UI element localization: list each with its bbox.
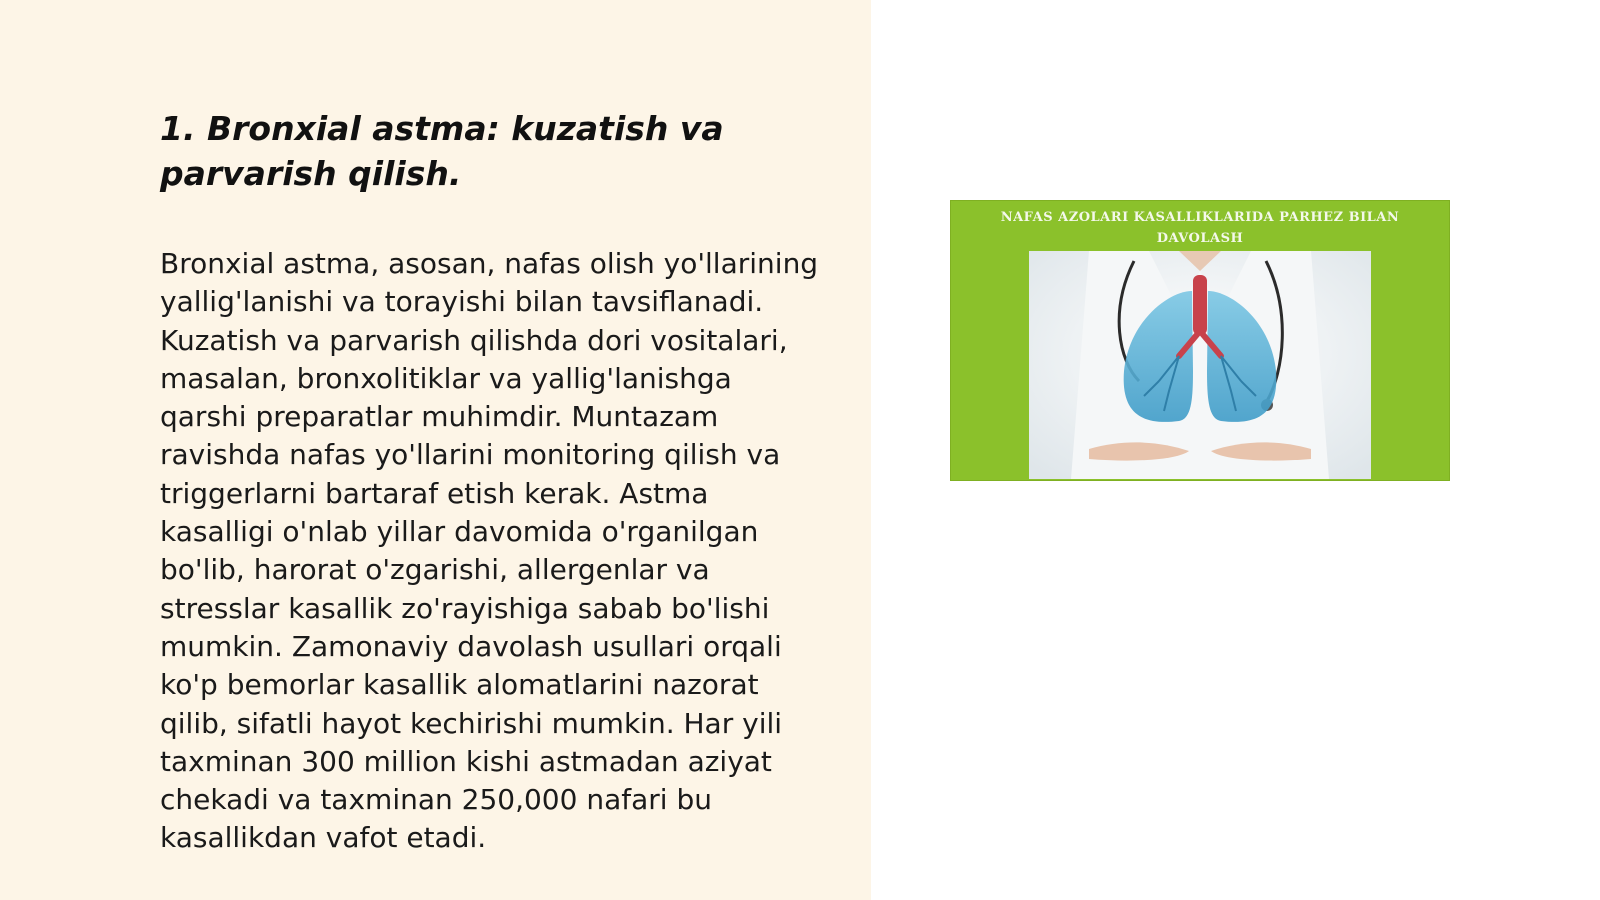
lungs-illustration (950, 200, 1450, 481)
doctor-holding-lungs-photo (1029, 251, 1371, 479)
slide-title: 1. Bronxial astma: kuzatish va parvarish qilish. (160, 109, 724, 193)
slide-body-text: Bronxial astma, asosan, nafas olish yo'llarining yallig'lanishi va torayishi bilan tavsiflanadi. Kuzatish va parvarish qilishda dori vositalari, masalan, bronxolitiklar va yallig'lanishga qarshi preparatlar muhimdir. Muntazam ravishda nafas yo'llarini monitoring qilish va triggerlarni bartaraf etish kerak. Astma kasalligi o'nlab yillar davomida o'rganilgan bo'lib, harorat o'zgarishi, allergenlar va stresslar kasallik zo'rayishiga sabab bo'lishi mumkin. Zamonaviy davolash usullari orqali ko'p bemorlar kasallik alomatlarini nazorat qilib, sifatli hayot kechirishi mumkin. Har yili taxminan 300 million kishi astmadan aziyat chekadi va taxminan 250,000 nafari bu kasallikdan vafot etadi. (160, 247, 819, 855)
illustration-caption: NAFAS AZOLARI KASALLIKLARIDA PARHEZ BILAN DAVOLASH (1000, 210, 1400, 246)
lungs-icon (1029, 251, 1371, 479)
